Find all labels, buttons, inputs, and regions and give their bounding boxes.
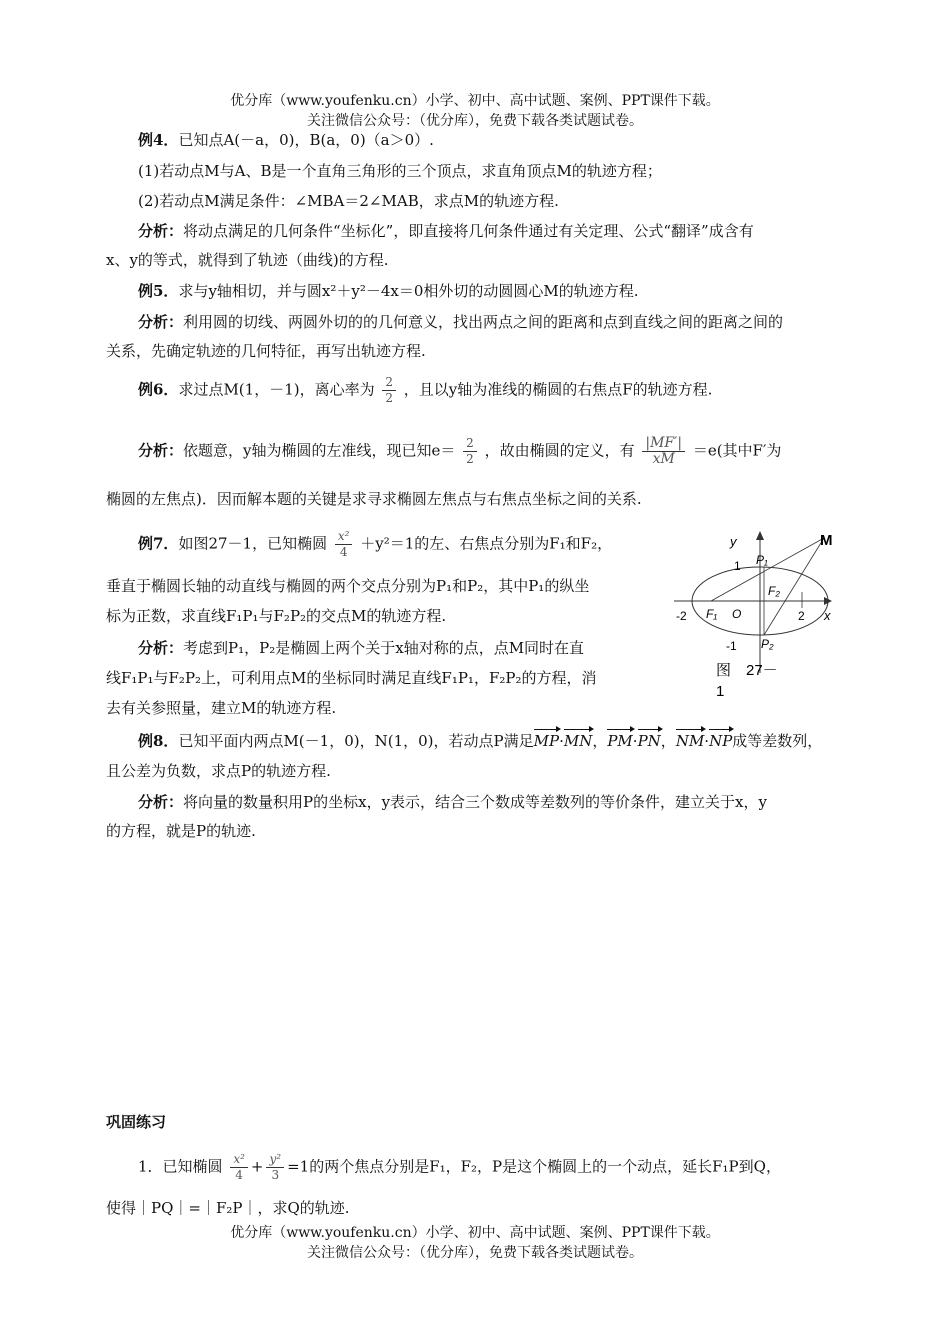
vector-pn: PN: [637, 732, 661, 750]
example-4-analysis-cont: x、y的等式，就得到了轨迹（曲线)的方程.: [106, 251, 389, 269]
vector-mp: MP: [533, 732, 560, 750]
example-4-question-1: (1)若动点M与A、B是一个直角三角形的三个顶点，求直角顶点M的轨迹方程；: [138, 162, 662, 180]
figure-caption-2: 1: [716, 683, 725, 700]
tick-1: 1: [734, 559, 741, 573]
example-5-label: 例5．: [138, 282, 179, 300]
practice-title: 巩固练习: [106, 1113, 167, 1131]
y-axis-arrow-icon: [756, 531, 764, 540]
example-5-analysis: 分析：利用圆的切线、两圆外切的的几何意义，找出两点之间的距离和点到直线之间的距离之间的: [138, 313, 784, 331]
example-6-stem: 例6．求过点M(1，－1)，离心率为 $\frac{2}{2}$ ，且以y轴为准线的椭圆的右焦点F的轨迹方程.: [138, 375, 713, 405]
label-O: O: [732, 607, 742, 621]
label-x: x: [824, 608, 831, 623]
label-M: M: [820, 532, 833, 549]
practice-question-1-cont: 使得｜PQ｜=｜F₂P｜，求Q的轨迹.: [106, 1199, 350, 1217]
example-4-analysis: 分析：将动点满足的几何条件“坐标化”，即直接将几何条件通过有关定理、公式“翻译”成含有: [138, 222, 754, 240]
example-7-line-3: 标为正数，求直线F₁P₁与F₂P₂的交点M的轨迹方程.: [106, 607, 447, 625]
page-header-line2: 关注微信公众号：（优分库），免费下载各类试题试卷。: [307, 113, 643, 129]
practice-fraction-x: $\frac{\text{x²}}{4}$: [230, 1152, 248, 1183]
mf-ratio-fraction: $\frac{|MF'|}{xM}$: [642, 436, 685, 467]
example-8-line-2: 且公差为负数，求点P的轨迹方程.: [106, 762, 331, 780]
example-5-analysis-cont: 关系，先确定轨迹的几何特征，再写出轨迹方程.: [106, 342, 426, 360]
label-y: y: [730, 534, 737, 549]
example-4-question-2: (2)若动点M满足条件：∠MBA＝2∠MAB，求点M的轨迹方程.: [138, 192, 559, 210]
figure-caption-1: 图 27－: [716, 662, 778, 679]
practice-question-1: 1．已知椭圆 $\frac{\text{x²}}{4}$ + $\frac{\text{y²}}{3}$ =1的两个焦点分别是F₁，F₂，P是这个椭圆上的一个动点，延长F₁P到Q，: [138, 1152, 781, 1182]
tick-minus-1: -1: [726, 639, 737, 653]
figure-27-1: [664, 528, 864, 708]
example-4-label: 例4．: [138, 131, 179, 149]
example-8-analysis-cont: 的方程，就是P的轨迹.: [106, 822, 256, 840]
ellipse-fraction: $\frac{\text{x²}}{4}$: [335, 529, 353, 560]
example-5-stem: 例5．求与y轴相切，并与圆x²＋y²－4x＝0相外切的动圆圆心M的轨迹方程.: [138, 282, 639, 300]
vector-mn: MN: [563, 732, 593, 750]
example-7-label: 例7．: [138, 534, 179, 553]
example-4-stem: 例4．已知点A(－a，0)，B(a，0)（a＞0）.: [138, 131, 434, 149]
example-7-analysis-cont-2: 去有关参照量，建立M的轨迹方程.: [106, 699, 337, 717]
e-value-fraction: $\frac{2}{2}$: [463, 436, 477, 467]
eccentricity-fraction: $\frac{2}{2}$: [382, 375, 396, 406]
practice-fraction-y: $\frac{\text{y²}}{3}$: [266, 1152, 284, 1183]
tick-minus-2: -2: [676, 609, 687, 623]
example-6-analysis-cont: 椭圆的左焦点)．因而解本题的关键是求寻求椭圆左焦点与右焦点坐标之间的关系.: [106, 490, 642, 508]
page-footer-line2: 关注微信公众号：（优分库），免费下载各类试题试卷。: [307, 1245, 643, 1261]
page-footer-line1: 优分库（www.youfenku.cn）小学、初中、高中试题、案例、PPT课件下载。: [230, 1225, 720, 1241]
label-P1: P₁: [756, 553, 768, 567]
example-8-analysis: 分析：将向量的数量积用P的坐标x，y表示，结合三个数成等差数列的等价条件，建立关于x，y: [138, 793, 767, 811]
tick-2: 2: [798, 609, 805, 623]
example-6-analysis: 分析：依题意，y轴为椭圆的左准线，现已知e＝ $\frac{2}{2}$ ，故由椭圆的定义，有 $\frac{|MF'|}{xM}$ ＝e(其中F′为: [138, 435, 782, 467]
example-7-analysis-cont-1: 线F₁P₁与F₂P₂上，可利用点M的坐标同时满足直线F₁P₁，F₂P₂的方程，消: [106, 669, 597, 687]
vector-np: NP: [709, 732, 733, 750]
label-F1: F₁: [706, 607, 718, 621]
example-8-stem: 例8．已知平面内两点M(－1，0)，N(1，0)，若动点P满足MP·MN，PM·PN，NM·NP成等差数列，: [138, 732, 823, 750]
label-F2: F₂: [768, 584, 780, 598]
example-7-line-2: 垂直于椭圆长轴的动直线与椭圆的两个交点分别为P₁和P₂，其中P₁的纵坐: [106, 577, 590, 595]
example-7-stem: 例7．如图27－1，已知椭圆 $\frac{\text{x²}}{4}$ ＋y²＝1的左、右焦点分别为F₁和F₂，: [138, 529, 613, 559]
example-6-label: 例6．: [138, 380, 179, 399]
example-7-analysis: 分析：考虑到P₁，P₂是椭圆上两个关于x轴对称的点，点M同时在直: [138, 639, 585, 657]
label-P2: P₂: [761, 637, 774, 651]
vector-pm: PM: [607, 732, 633, 750]
page-header-line1: 优分库（www.youfenku.cn）小学、初中、高中试题、案例、PPT课件下载。: [230, 93, 720, 109]
example-8-label: 例8．: [138, 732, 179, 750]
vector-nm: NM: [675, 732, 705, 750]
